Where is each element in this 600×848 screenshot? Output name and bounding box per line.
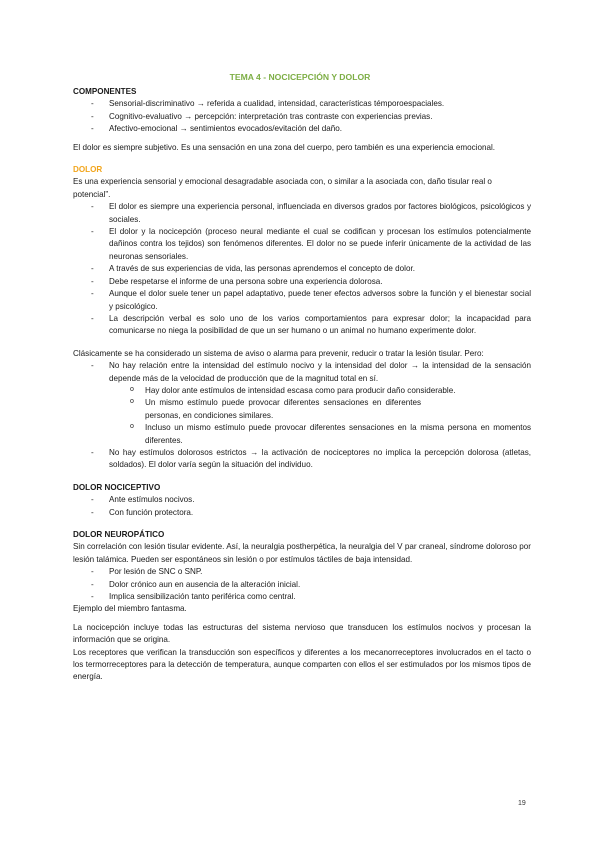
clasicamente-list [73,360,531,472]
list-item: - La descripción verbal es solo uno de los varios comportamientos para expresar dolor; la incapacidad para comunicarse no niega la posibilidad de que un ser humano o un animal no humano experimente dolor. [73,313,531,338]
list-item: - El dolor y la nocicepción (proceso neural mediante el cual se codifican y procesan los estímulos potencialmente dañinos contra los tejidos) son fenómenos diferentes. El dolor no se puede inferir únicamente de la actividad de las neuronas sensoriales. [73,226,531,263]
page-title: TEMA 4 - NOCICEPCIÓN Y DOLOR [229,72,371,82]
list-item-text: No hay relación entre la intensidad del estímulo nocivo y la intensidad del dolor → la intensidad de la sensación depende más de la velocidad de producción que de la magnitud total en sí. [109,361,531,383]
componentes-heading: COMPONENTES [73,87,137,96]
sub-list-item: o Incluso un mismo estímulo puede provocar diferentes sensaciones en la misma persona en momentos diferentes. [73,422,531,447]
nociceptivo-heading: DOLOR NOCICEPTIVO [73,482,161,492]
list-item: - El dolor es siempre una experiencia personal, influenciada en diversos grados por factores biológicos, psicológicos y sociales. [73,201,531,226]
closing-paragraph-1: La nocicepción incluye todas las estructuras del sistema nervioso que transducen los estímulos nocivos y procesan la información que se origina. [73,622,531,645]
closing-paragraph-2: Los receptores que verifican la transducción son específicos y diferentes a los mecanorreceptores involucrados en el tacto o los termorreceptores para la detección de temperatura, aunque comparten con ellos el ser estimulados por los mismos tipos de energía. [73,647,531,682]
list-item: - No hay estímulos dolorosos estrictos → la activación de nociceptores no implica la percepción dolorosa (atletas, soldados). El dolor varía según la situación del individuo. [73,447,531,472]
list-item: - Dolor crónico aun en ausencia de la alteración inicial. [73,579,531,591]
list-item: - Sensorial-discriminativo → referida a cualidad, intensidad, características témporoespaciales. [73,98,531,110]
dolor-definition: Es una experiencia sensorial y emocional desagradable asociada con, o similar a la asociada con, daño tisular real o potencial”. [73,177,492,199]
neuropatico-text: Sin correlación con lesión tisular evidente. Así, la neuralgia postherpética, la neuralgia del V par craneal, síndrome doloroso por lesión talámica. Pueden ser espontáneos sin lesión o por estímulos táctiles de baja intensidad. [73,542,531,564]
document-body [73,86,531,684]
sub-list-item: o Hay dolor ante estímulos de intensidad escasa como para producir daño considerable. [73,385,531,397]
neuropatico-example: Ejemplo del miembro fantasma. [73,604,187,614]
nociceptivo-list [73,494,531,519]
list-item: - Ante estímulos nocivos. [73,494,531,506]
dolor-heading: DOLOR [73,165,103,175]
componentes-note: El dolor es siempre subjetivo. Es una sensación en una zona del cuerpo, pero también es una experiencia emocional. [73,142,496,152]
componentes-list [73,98,531,135]
list-item: - Cognitivo-evaluativo → percepción: interpretación tras contraste con experiencias previas. [73,111,531,123]
sub-list-item: o Un mismo estímulo puede provocar diferentes sensaciones en diferentes personas, en condiciones similares. [73,397,531,422]
dolor-list [73,201,531,337]
list-item: - Por lesión de SNC o SNP. [73,566,531,578]
sub-list [73,385,531,447]
page-number: 19 [518,800,526,807]
list-item: - Debe respetarse el informe de una persona sobre una experiencia dolorosa. [73,276,531,288]
list-item: - Afectivo-emocional → sentimientos evocados/evitación del daño. [73,123,531,135]
list-item: - Con función protectora. [73,507,531,519]
neuropatico-list [73,566,531,603]
list-item [73,360,531,447]
list-item: - Aunque el dolor suele tener un papel adaptativo, puede tener efectos adversos sobre la función y el bienestar social y psicológico. [73,288,531,313]
neuropatico-heading: DOLOR NEUROPÁTICO [73,530,165,539]
list-item: - A través de sus experiencias de vida, las personas aprendemos el concepto de dolor. [73,263,531,275]
clasicamente-intro: Clásicamente se ha considerado un sistema de aviso o alarma para prevenir, reducir o tratar la lesión tisular. Pero: [73,348,484,358]
list-item: - Implica sensibilización tanto periférica como central. [73,591,531,603]
